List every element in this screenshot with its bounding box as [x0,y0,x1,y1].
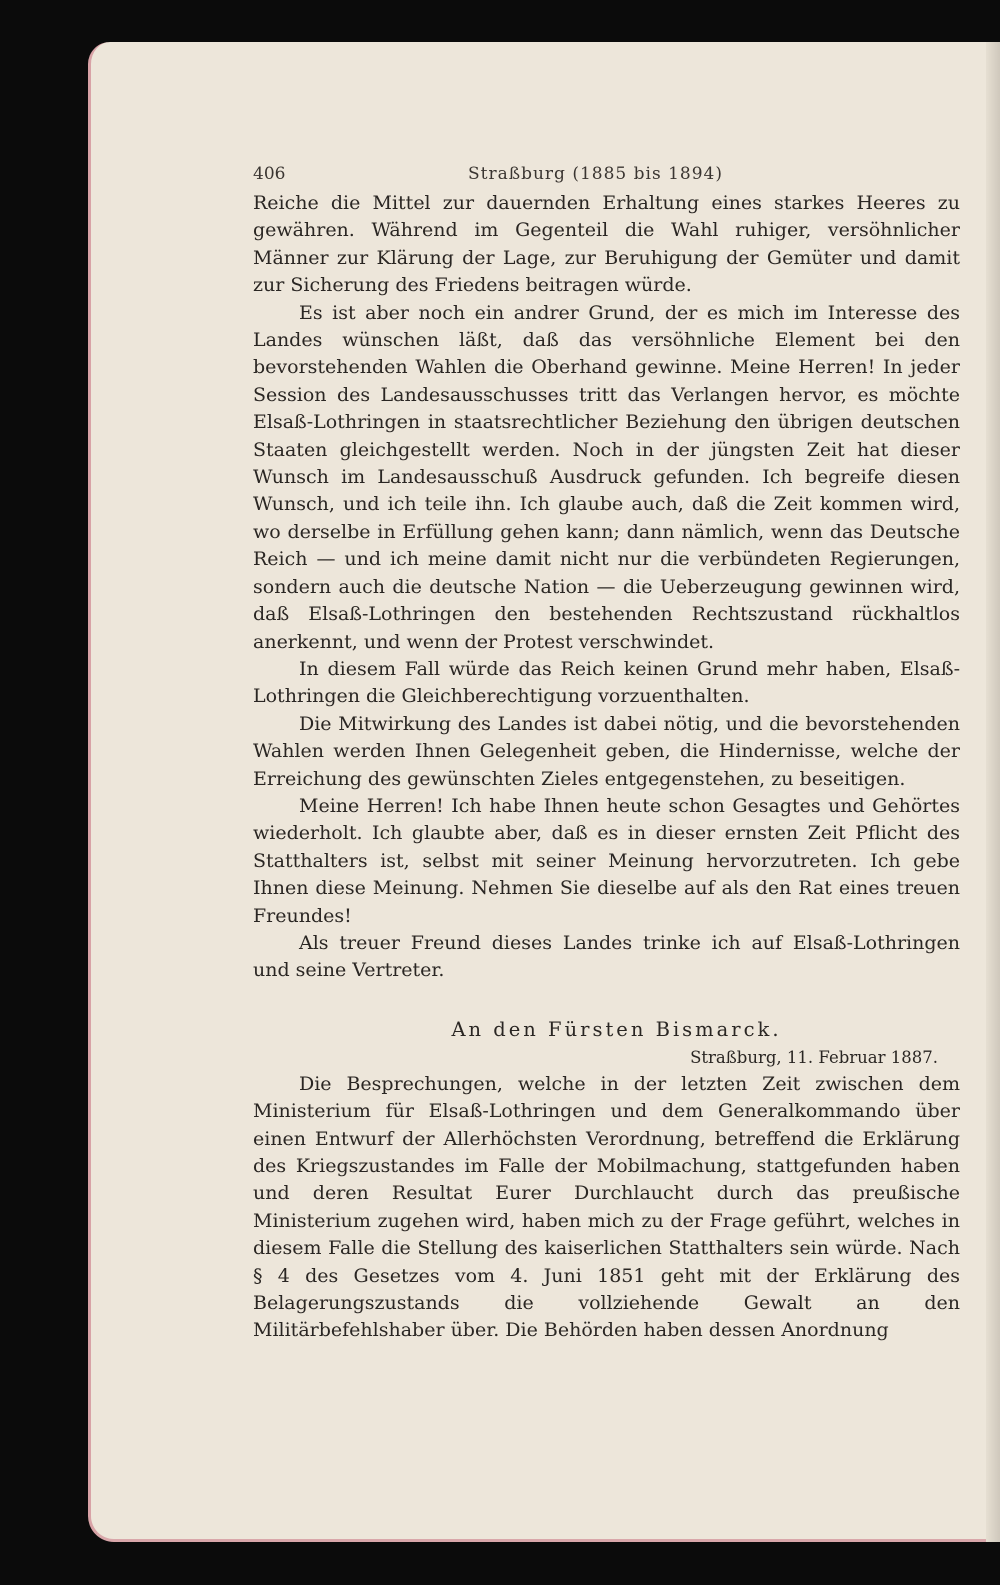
page-number: 406 [253,164,286,184]
paragraph: Reiche die Mittel zur dauernden Erhaltung eines starkes Heeres zu gewähren. Während im Gegenteil die Wahl ruhiger, versöhnlicher Männer zur Klärung der Lage, zur Beruhigung der Gemüter und damit zur Sicherung des Friedens beitragen würde. [253,192,960,297]
letter-heading: An den Fürsten Bismarck. [451,1017,782,1041]
paragraph: Als treuer Freund dieses Landes trinke ich auf Elsaß-Lothringen und seine Vertreter. [253,931,960,982]
page-edge [986,42,1000,1542]
paragraph: Es ist aber noch ein andrer Grund, der es mich im Interesse des Landes wünschen läßt, daß das versöhnliche Element bei den bevorstehenden Wahlen die Oberhand gewinne. Meine Herren! In jeder Session des Landesausschusses tritt das Verlangen hervor, es möchte Elsaß-Lothringen in staatsrechtlicher Beziehung den übrigen deutschen Staaten gleichgestellt werden. Noch in der jüngsten Zeit hat dieser Wunsch im Landesausschuß Ausdruck gefunden. Ich begreife diesen Wunsch, und ich teile ihn. Ich glaube auch, daß die Zeit kommen wird, wo derselbe in Erfüllung gehen kann; dann nämlich, wenn das Deutsche Reich — und ich meine damit nicht nur die verbündeten Regierungen, sondern auch die deutsche Nation — die Ueberzeugung gewinnen wird, daß Elsaß-Lothringen den bestehenden Rechtszustand rückhaltlos anerkennt, und wenn der Protest verschwindet. [253,301,960,653]
paragraph: In diesem Fall würde das Reich keinen Grund mehr haben, Elsaß-Lothringen die Gleichberechtigung vorzuenthalten. [253,657,960,708]
paragraph: Meine Herren! Ich habe Ihnen heute schon Gesagtes und Gehörtes wiederholt. Ich glaubte aber, daß es in dieser ernsten Zeit Pflicht des Statthalters ist, selbst mit seiner Meinung hervorzutreten. Ich gebe Ihnen diese Meinung. Nehmen Sie dieselbe auf als den Rat eines treuen Freundes! [253,794,960,927]
running-head [253,158,960,190]
body-text [253,190,960,1345]
letter-paragraph: Die Besprechungen, welche in der letzten Zeit zwischen dem Ministerium für Elsaß-Lothringen und dem Generalkommando über einen Entwurf der Allerhöchsten Verordnung, betreffend die Erklärung des Kriegszustandes im Falle der Mobilmachung, stattgefunden haben und deren Resultat Eurer Durchlaucht durch das preußische Ministerium zugehen wird, haben mich zu der Frage geführt, welches in diesem Falle die Stellung des kaiserlichen Statthalters sein würde. Nach § 4 des Gesetzes vom 4. Juni 1851 geht mit der Erklärung des Belagerungszustands die vollziehende Gewalt an den Militärbefehlshaber über. Die Behörden haben dessen Anordnung [253,1072,960,1342]
running-title: Straßburg (1885 bis 1894) [468,164,723,184]
page-content [253,158,960,1345]
paragraph: Die Mitwirkung des Landes ist dabei nötig, und die bevorstehenden Wahlen werden Ihnen Gelegenheit geben, die Hindernisse, welche der Erreichung des gewünschten Zieles entgegenstehen, zu beseitigen. [253,712,960,790]
letter-dateline: Straßburg, 11. Februar 1887. [690,1047,938,1067]
